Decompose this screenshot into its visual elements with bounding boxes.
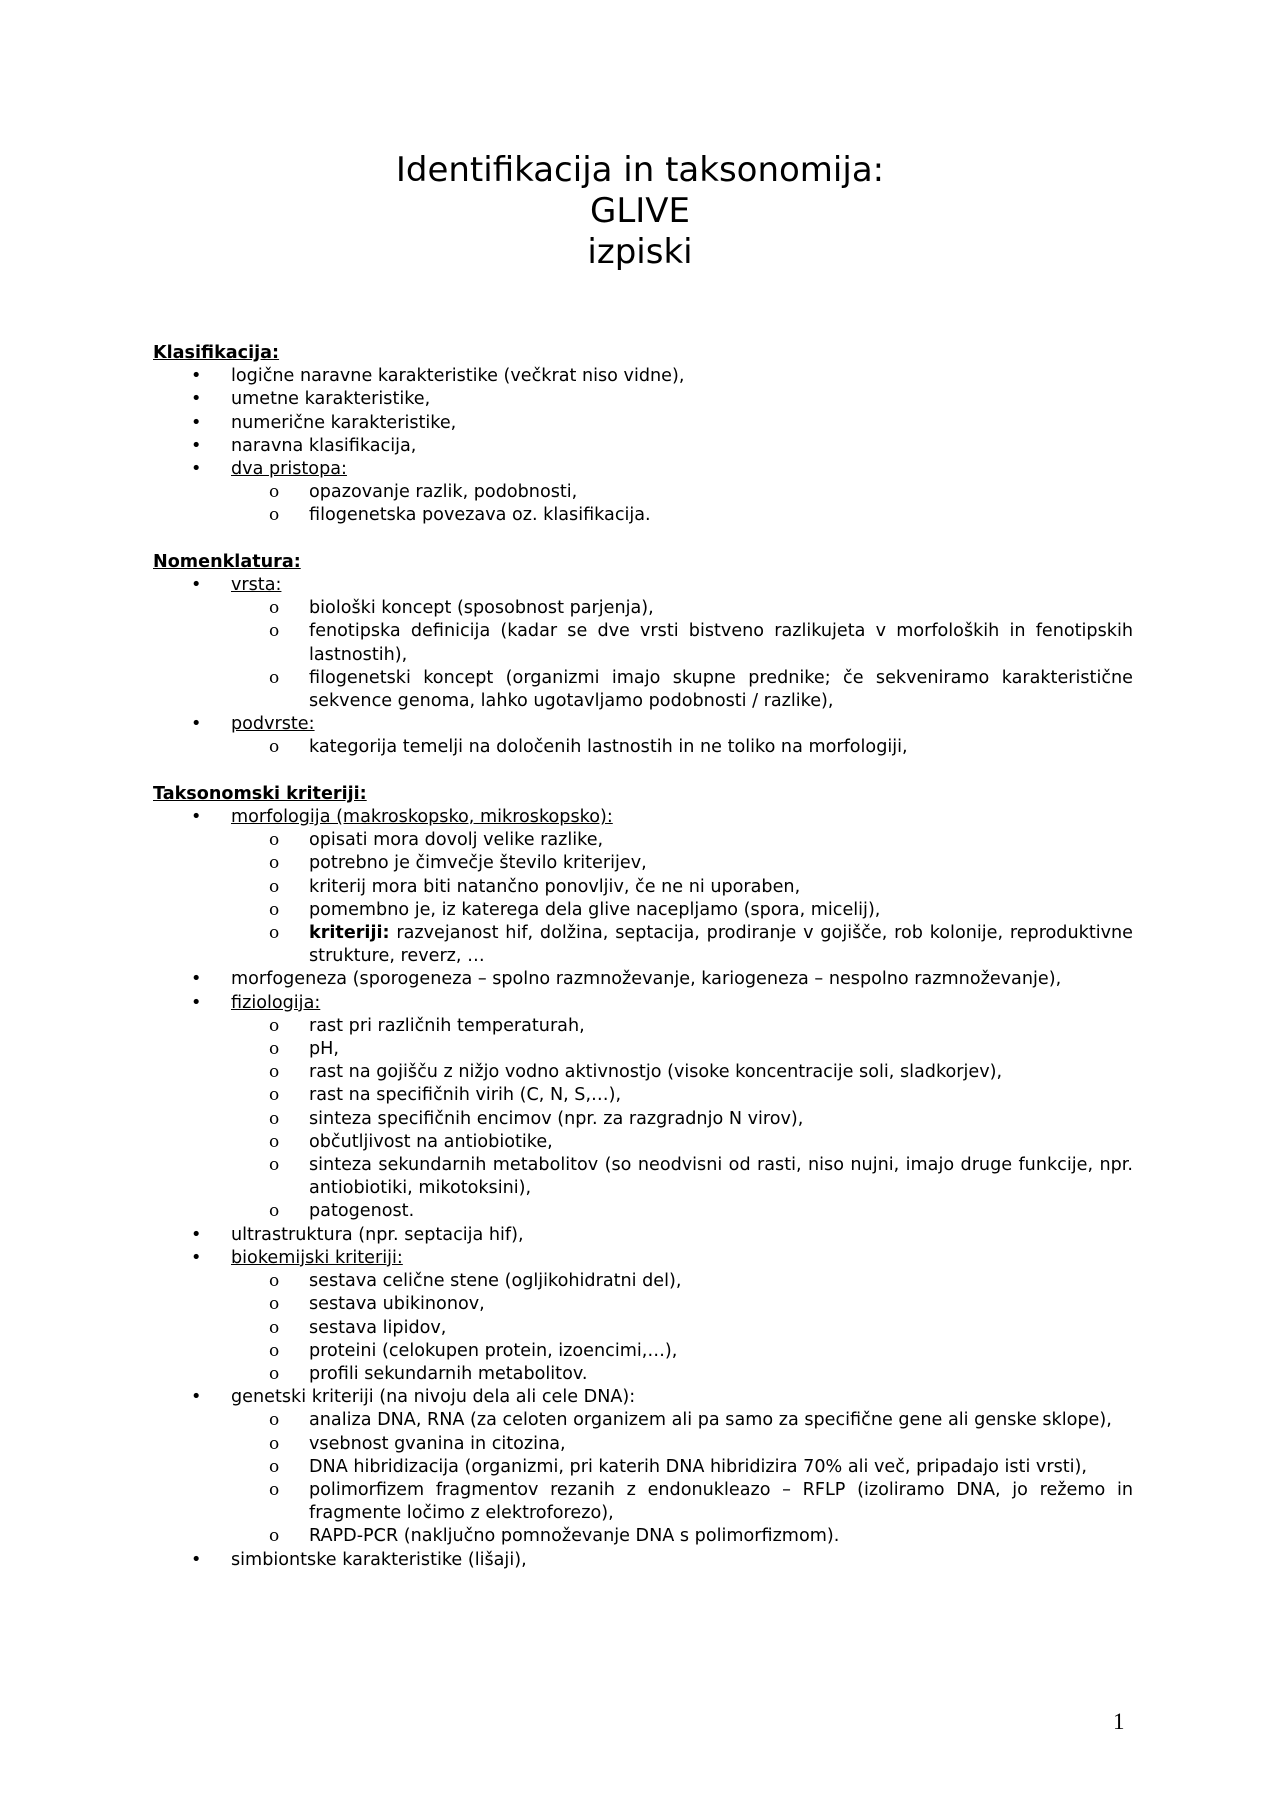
bullet-icon: •	[191, 366, 202, 387]
bullet-icon: •	[191, 1247, 202, 1268]
list-item	[153, 458, 1133, 528]
sub-list-item	[153, 1363, 1133, 1386]
list-item	[153, 365, 1133, 388]
sub-list-item	[153, 481, 1133, 504]
sub-list	[231, 481, 1133, 527]
sub-list-item-text: sinteza sekundarnih metabolitov (so neodvisni od rasti, niso nujni, imajo druge funkcije, npr. antiobiotiki, mikotoksini),	[309, 1155, 1133, 1199]
circle-bullet-icon: o	[269, 1062, 280, 1083]
circle-bullet-icon: o	[269, 1108, 280, 1129]
sub-list-item-text: patogenost.	[309, 1201, 415, 1222]
sub-list-item-text: sestava lipidov,	[309, 1317, 447, 1338]
list-item-text: dva pristopa:	[231, 459, 347, 480]
list-item	[153, 713, 1133, 759]
circle-bullet-icon: o	[269, 1456, 280, 1477]
list-item-text: biokemijski kriteriji:	[231, 1247, 403, 1268]
section-heading: Nomenklatura:	[153, 551, 301, 572]
list-item-text: logične naravne karakteristike (večkrat niso vidne),	[231, 366, 685, 387]
sub-list-item	[153, 1479, 1133, 1525]
circle-bullet-icon: o	[269, 1526, 280, 1547]
sub-list-item-text: rast na gojišču z nižjo vodno aktivnostjo (visoke koncentracije soli, sladkorjev),	[309, 1062, 1003, 1083]
list-item-text: morfologija (makroskopsko, mikroskopsko):	[231, 807, 613, 828]
sub-list-item	[153, 1340, 1133, 1363]
sub-list-item-text: filogenetski koncept (organizmi imajo skupne prednike; če sekveniramo karakteristične sekvence genoma, lahko ugotavljamo podobnosti / razlike),	[309, 667, 1133, 712]
bullet-icon: •	[191, 969, 202, 990]
sub-list-item-text: fenotipska definicija (kadar se dve vrsti bistveno razlikujeta v morfoloških in fenotipskih lastnostih),	[309, 621, 1133, 665]
sub-list-item	[153, 1456, 1133, 1479]
list-item	[153, 1247, 1133, 1386]
term-description: razvejanost hif, dolžina, septacija, prodiranje v gojišče, rob kolonije, reproduktivne strukture, reverz, …	[309, 923, 1133, 967]
sub-list-item	[153, 504, 1133, 527]
list-item	[153, 412, 1133, 435]
sub-list-item	[153, 620, 1133, 666]
bullet-icon: •	[191, 714, 202, 735]
circle-bullet-icon: o	[269, 1015, 280, 1036]
sub-list-item	[153, 1108, 1133, 1131]
sub-list-item	[153, 667, 1133, 713]
list-item-text: umetne karakteristike,	[231, 389, 431, 410]
sub-list-item	[153, 829, 1133, 852]
sub-list	[231, 1409, 1133, 1548]
circle-bullet-icon: o	[269, 1410, 280, 1431]
sub-list-item	[153, 1154, 1133, 1200]
list-item	[153, 806, 1133, 968]
list-item-text: simbiontske karakteristike (lišaji),	[231, 1549, 527, 1570]
bullet-list	[153, 574, 1133, 760]
sub-list-item	[153, 1015, 1133, 1038]
circle-bullet-icon: o	[269, 598, 280, 619]
sub-list-item	[153, 1084, 1133, 1107]
section-klasifikacija	[153, 342, 1133, 528]
sub-list-item	[153, 1131, 1133, 1154]
list-item-text: vrsta:	[231, 575, 282, 596]
bullet-icon: •	[191, 1387, 202, 1408]
circle-bullet-icon: o	[269, 923, 280, 944]
sub-list-item	[153, 899, 1133, 922]
sub-list-item-text: filogenetska povezava oz. klasifikacija.	[309, 505, 651, 526]
list-item	[153, 1549, 1133, 1572]
sub-list-item	[153, 852, 1133, 875]
sub-list-item	[153, 922, 1133, 968]
sub-list-item	[153, 1293, 1133, 1316]
sub-list-item-text: opazovanje razlik, podobnosti,	[309, 482, 578, 503]
circle-bullet-icon: o	[269, 1271, 280, 1292]
sub-list	[231, 1270, 1133, 1386]
sub-list-item-text: kategorija temelji na določenih lastnostih in ne toliko na morfologiji,	[309, 737, 908, 758]
sub-list-item	[153, 1061, 1133, 1084]
circle-bullet-icon: o	[269, 482, 280, 503]
sub-list-item	[153, 1433, 1133, 1456]
sub-list	[231, 1015, 1133, 1224]
sub-list-item	[153, 1200, 1133, 1223]
sub-list-item	[153, 1038, 1133, 1061]
list-item	[153, 435, 1133, 458]
sub-list-item	[153, 1525, 1133, 1548]
sub-list-item-text: polimorfizem fragmentov rezanih z endonukleazo – RFLP (izoliramo DNA, jo režemo in fragmente ločimo z elektroforezo),	[309, 1479, 1133, 1524]
section-heading: Taksonomski kriteriji:	[153, 783, 367, 804]
circle-bullet-icon: o	[269, 876, 280, 897]
sub-list-item-text: analiza DNA, RNA (za celoten organizem ali pa samo za specifične gene ali genske sklope),	[309, 1410, 1112, 1431]
list-item	[153, 1224, 1133, 1247]
circle-bullet-icon: o	[269, 737, 280, 758]
sub-list-item-text	[309, 922, 1133, 968]
section-taksonomski-kriteriji	[153, 783, 1133, 1572]
bullet-icon: •	[191, 575, 202, 596]
circle-bullet-icon: o	[269, 1201, 280, 1222]
sub-list-item-text: kriterij mora biti natančno ponovljiv, če ne ni uporaben,	[309, 876, 801, 897]
section-heading: Klasifikacija:	[153, 343, 280, 363]
sub-list-item	[153, 876, 1133, 899]
list-item-text: fiziologija:	[231, 992, 321, 1013]
circle-bullet-icon: o	[269, 1479, 280, 1500]
document-title	[0, 150, 1280, 273]
title-line-2: GLIVE	[589, 191, 691, 231]
sub-list-item-text: sinteza specifičnih encimov (npr. za razgradnjo N virov),	[309, 1108, 804, 1129]
list-item-text: morfogeneza (sporogeneza – spolno razmnoževanje, kariogeneza – nespolno razmnoževanje),	[231, 969, 1062, 990]
bold-term: kriteriji:	[309, 923, 390, 944]
sub-list	[231, 829, 1133, 968]
bullet-icon: •	[191, 1549, 202, 1570]
sub-list-item	[153, 1409, 1133, 1432]
title-line-1: Identifikacija in taksonomija:	[395, 150, 885, 190]
bullet-icon: •	[191, 992, 202, 1013]
sub-list-item	[153, 736, 1133, 759]
circle-bullet-icon: o	[269, 505, 280, 526]
bullet-icon: •	[191, 412, 202, 433]
sub-list-item-text: sestava celične stene (ogljikohidratni del),	[309, 1271, 682, 1292]
bullet-icon: •	[191, 435, 202, 456]
circle-bullet-icon: o	[269, 1317, 280, 1338]
sub-list-item	[153, 597, 1133, 620]
list-item	[153, 388, 1133, 411]
bullet-icon: •	[191, 389, 202, 410]
sub-list-item-text: proteini (celokupen protein, izoencimi,…),	[309, 1340, 678, 1361]
document-body	[153, 342, 1133, 1595]
circle-bullet-icon: o	[269, 621, 280, 642]
sub-list-item-text: sestava ubikinonov,	[309, 1294, 485, 1315]
sub-list-item-text: DNA hibridizacija (organizmi, pri katerih DNA hibridizira 70% ali več, pripadajo isti vrsti),	[309, 1456, 1087, 1477]
circle-bullet-icon: o	[269, 1294, 280, 1315]
list-item-text: ultrastruktura (npr. septacija hif),	[231, 1224, 524, 1245]
bullet-list	[153, 806, 1133, 1572]
circle-bullet-icon: o	[269, 1363, 280, 1384]
circle-bullet-icon: o	[269, 667, 280, 688]
circle-bullet-icon: o	[269, 1131, 280, 1152]
circle-bullet-icon: o	[269, 1340, 280, 1361]
section-nomenklatura	[153, 551, 1133, 760]
title-line-3: izpiski	[587, 232, 693, 272]
list-item-text: genetski kriteriji (na nivoju dela ali cele DNA):	[231, 1387, 636, 1408]
circle-bullet-icon: o	[269, 1085, 280, 1106]
sub-list-item-text: opisati mora dovolj velike razlike,	[309, 830, 604, 851]
circle-bullet-icon: o	[269, 899, 280, 920]
circle-bullet-icon: o	[269, 830, 280, 851]
circle-bullet-icon: o	[269, 1155, 280, 1176]
sub-list-item-text: pomembno je, iz katerega dela glive nacepljamo (spora, micelij),	[309, 899, 881, 920]
sub-list-item	[153, 1317, 1133, 1340]
bullet-icon: •	[191, 459, 202, 480]
list-item	[153, 992, 1133, 1224]
list-item-text: naravna klasifikacija,	[231, 435, 417, 456]
sub-list-item-text: občutljivost na antiobiotike,	[309, 1131, 553, 1152]
sub-list-item-text: RAPD-PCR (naključno pomnoževanje DNA s polimorfizmom).	[309, 1526, 840, 1547]
circle-bullet-icon: o	[269, 1433, 280, 1454]
page-number: 1	[1113, 1709, 1125, 1734]
sub-list-item-text: vsebnost gvanina in citozina,	[309, 1433, 566, 1454]
circle-bullet-icon: o	[269, 853, 280, 874]
list-item	[153, 968, 1133, 991]
list-item-text: numerične karakteristike,	[231, 412, 457, 433]
sub-list-item-text: rast na specifičnih virih (C, N, S,…),	[309, 1085, 622, 1106]
sub-list	[231, 597, 1133, 713]
sub-list-item-text: profili sekundarnih metabolitov.	[309, 1363, 588, 1384]
sub-list-item	[153, 1270, 1133, 1293]
list-item	[153, 574, 1133, 713]
sub-list-item-text: biološki koncept (sposobnost parjenja),	[309, 598, 654, 619]
list-item	[153, 1386, 1133, 1548]
sub-list-item-text: pH,	[309, 1039, 339, 1060]
bullet-list	[153, 365, 1133, 527]
sub-list-item-text: rast pri različnih temperaturah,	[309, 1015, 585, 1036]
sub-list	[231, 736, 1133, 759]
sub-list-item-text: potrebno je čimvečje število kriterijev,	[309, 853, 647, 874]
circle-bullet-icon: o	[269, 1039, 280, 1060]
bullet-icon: •	[191, 1224, 202, 1245]
list-item-text: podvrste:	[231, 714, 315, 735]
bullet-icon: •	[191, 807, 202, 828]
